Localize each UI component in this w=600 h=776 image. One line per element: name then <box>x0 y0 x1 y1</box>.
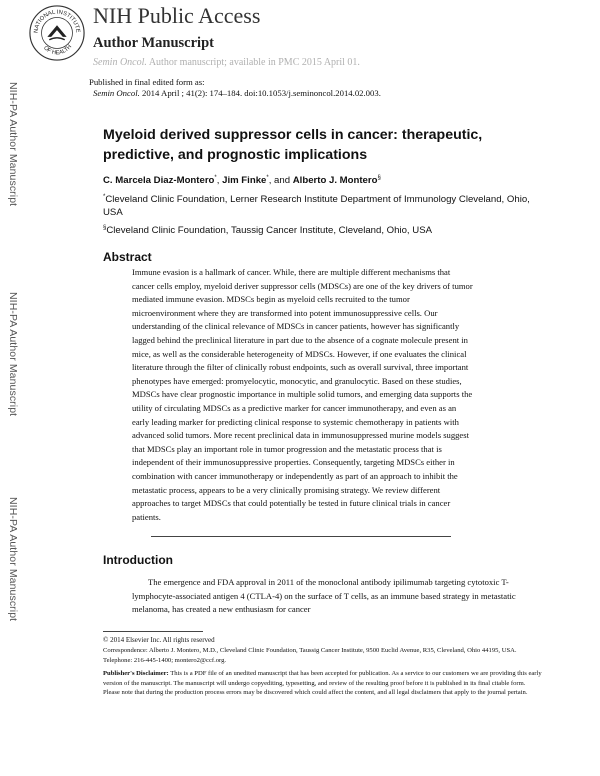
svg-text:OF HEALTH <box>42 44 73 56</box>
author-name: Jim Finke <box>222 175 267 186</box>
nih-seal-logo <box>28 4 86 62</box>
author-mark: * <box>266 175 269 181</box>
author-manuscript-label: Author Manuscript <box>93 35 214 51</box>
citation-line <box>93 88 381 98</box>
seal-text-bottom: OF HEALTH <box>42 44 74 57</box>
publisher-disclaimer <box>103 669 543 698</box>
affiliation-mark: § <box>103 225 107 231</box>
availability-journal: Semin Oncol. <box>93 57 147 68</box>
nih-public-access-title: NIH Public Access <box>93 3 261 28</box>
author-mark: § <box>377 175 381 181</box>
author-separator: , <box>216 175 223 186</box>
disclaimer-text: This is a PDF file of an unedited manuscript that has been accepted for publication. As a service to our customers we are providing this early version of the manuscript. The manuscript will undergo copyediting, typesetting, and review of the resulting proof before it is published in its final citable form. Please note that during the production process errors may be discovered which could affect the content, and all legal disclaimers that apply to the journal pertain. <box>103 670 542 696</box>
correspondence-note: Correspondence: Alberto J. Montero, M.D., Cleveland Clinic Foundation, Taussig Cancer Institute, 9500 Euclid Avenue, R35, Cleveland, Ohio 44195, USA. Telephone: 216-445-1400; montero2@ccf.org. <box>103 647 517 664</box>
citation-journal: Semin Oncol. <box>93 88 140 98</box>
affiliation-text: Cleveland Clinic Foundation, Lerner Research Institute Department of Immunology Cleveland, Ohio, USA <box>103 194 530 218</box>
introduction-paragraph: The emergence and FDA approval in 2011 of the monoclonal antibody ipilimumab targeting cytotoxic T-lymphocyte-associated antigen 4 (CTLA-4) on the surface of T cells, as an immune based strategy in metastatic melanoma, has created a new enthusiasm for cancer <box>132 577 516 615</box>
introduction-text <box>132 576 550 617</box>
availability-line <box>93 57 360 68</box>
citation-text: 2014 April ; 41(2): 174–184. doi:10.1053/j.seminoncol.2014.02.003. <box>139 88 381 98</box>
author-name: C. Marcela Diaz-Montero <box>103 175 215 186</box>
sidebar-label-1: NIH-PA Author Manuscript <box>7 82 19 207</box>
abstract-text: Immune evasion is a hallmark of cancer. While, there are multiple different mechanisms that cancer cells employ, myeloid deriver suppressor cells (MDSCs) are one of the key drivers of tumor mediated immune evasion. MDSCs begin as myeloid cells recruited to the tumor microenvironment where they are transformed into potent immunosuppressive cells. Our understanding of the clinical relevance of MDSCs in cancer patients, however has significantly lagged behind the preclinical literature in part due to the absence of a cognate molecule present in mice, as well as the considerable heterogeneity of MDSCs. However, if one evaluates the clinical literature through the filter of clinically robust endpoints, such as overall survival, three important phenotypes have emerged: promyelocytic, monocytic, and granulocytic. Based on these studies, MDSCs have clear prognostic importance in multiple solid tumors, and emerging data supports the utility of circulating MDSCs as a predictive marker for cancer immunotherapy, and even as an early leading marker for predicting clinical response to systemic chemotherapy in patients with advanced solid tumors. More recent preclinical data in immunosuppressed murine models suggest that MDSCs play an important role in tumor progression and the metastatic process that is independent of their immunosuppressive properties. Consequently, targeting MDSCs either in combination with cancer immunotherapy or independently as part of an approach to inhibit the metastatic process, appears to be a very clinically promising strategy. We review different approaches to target MDSCs that could potentially be tested in future clinical trials in cancer patients. <box>132 267 473 522</box>
author-separator: , and <box>268 175 293 186</box>
copyright-notice: © 2014 Elsevier Inc. All rights reserved <box>103 636 215 644</box>
article-title: Myeloid derived suppressor cells in cancer: therapeutic, predictive, and prognostic implications <box>103 127 483 163</box>
disclaimer-label: Publisher's Disclaimer: <box>103 670 169 677</box>
affiliation-1 <box>103 191 543 219</box>
affiliation-mark: * <box>103 194 106 200</box>
introduction-heading: Introduction <box>103 553 173 567</box>
affiliation-2 <box>103 225 432 236</box>
sidebar-label-3: NIH-PA Author Manuscript <box>7 497 19 622</box>
abstract-heading: Abstract <box>103 250 152 264</box>
section-divider <box>151 536 451 537</box>
published-label: Published in final edited form as: <box>89 77 205 87</box>
author-list <box>103 175 381 186</box>
sidebar-label-2: NIH-PA Author Manuscript <box>7 292 19 417</box>
author-mark: * <box>214 175 217 181</box>
footnote-divider <box>103 631 203 632</box>
seal-text-top: NATIONAL INSTITUTE <box>33 9 81 34</box>
availability-text: Author manuscript; available in PMC 2015 April 01. <box>146 57 360 68</box>
author-name: Alberto J. Montero <box>292 175 378 186</box>
affiliation-text: Cleveland Clinic Foundation, Taussig Cancer Institute, Cleveland, Ohio, USA <box>106 225 432 236</box>
